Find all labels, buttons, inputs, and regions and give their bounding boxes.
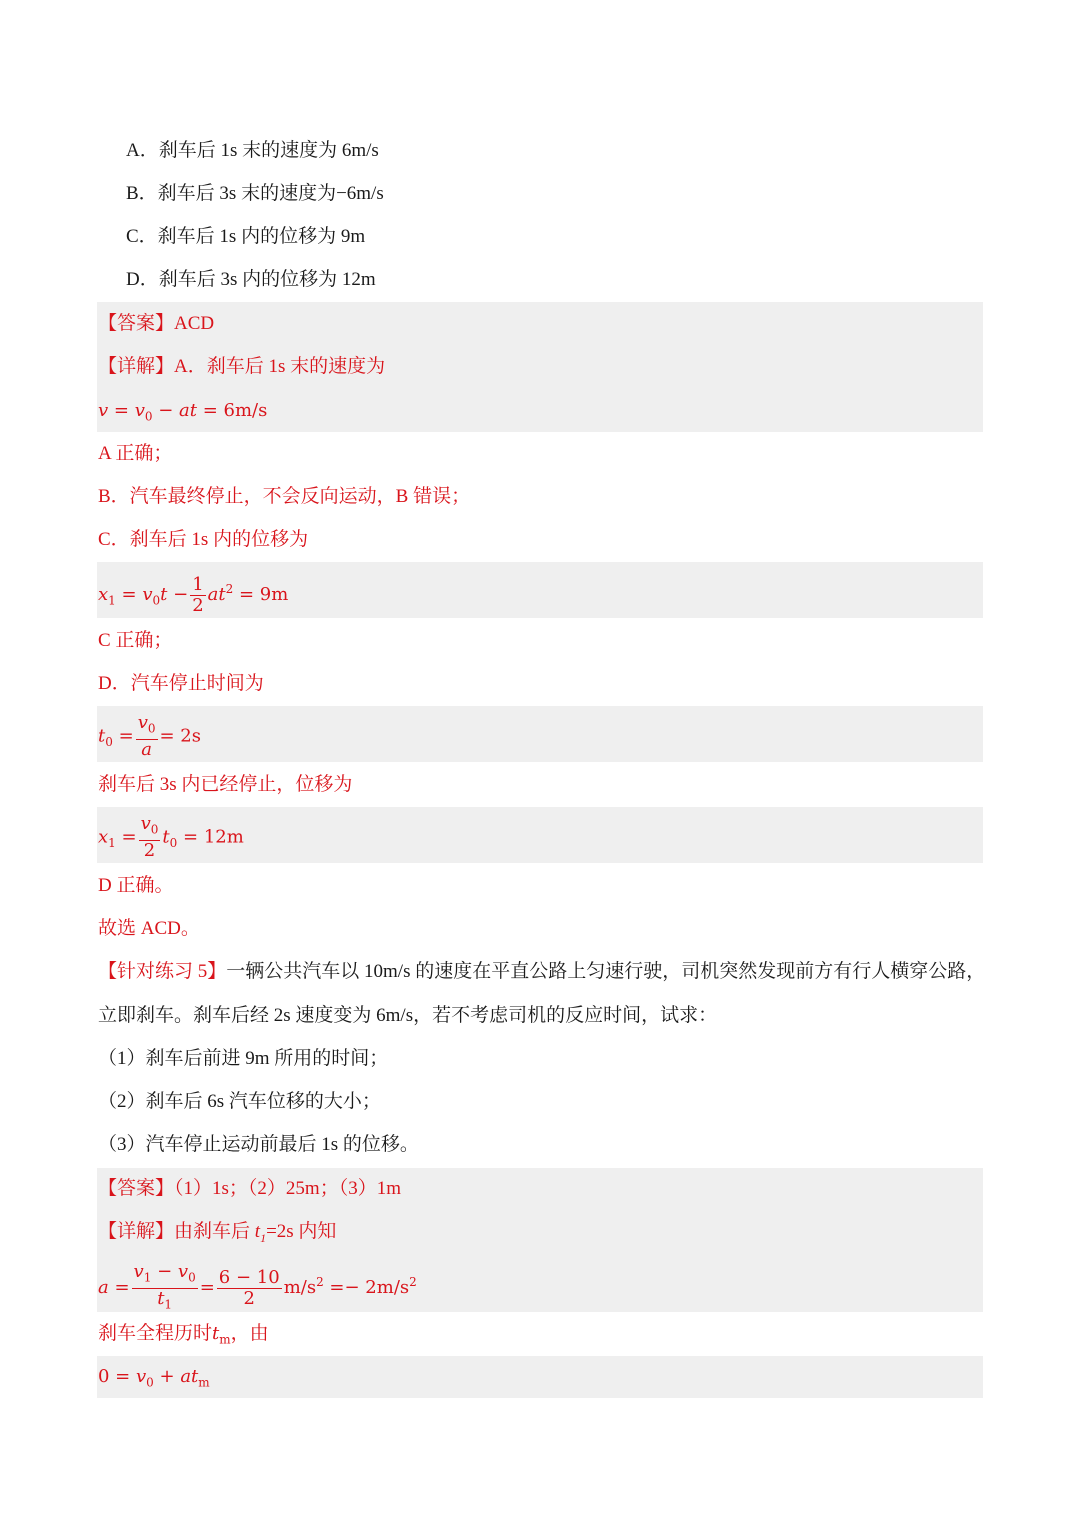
formula-acceleration: a = $\frac{v_1 - v_0}{t_1}$ = $\frac{6 - 10}{2}$ $m/s^2 =- 2m/s^2$ [98, 1261, 417, 1312]
practice-5-total-time-b: ，由 [230, 1323, 269, 1344]
practice-5-label: 【针对练习 5】 [98, 961, 227, 982]
option-d: D．刹车后 3s 内的位移为 12m [126, 269, 376, 290]
formula-shade-d1 [97, 706, 983, 762]
practice-5-answer-line [98, 1175, 401, 1203]
d-intro: D．汽车停止时间为 [98, 673, 264, 694]
formula-displacement-3s: $x_1$ = $\frac{v_0}{2}$ $t_0 = 12m$ [98, 813, 244, 861]
formula-stop-condition: $0 = v_0 + at_m$ [98, 1366, 210, 1390]
option-b: B．刹车后 3s 末的速度为−6m/s [126, 183, 384, 204]
detail-intro: A．刹车后 1s 末的速度为 [174, 356, 386, 377]
practice-5-detail-line: 【详解】由刹车后 $t_1=2s$ 内知 [98, 1221, 337, 1245]
detail-line [98, 353, 385, 381]
option-c: C．刹车后 1s 内的位移为 9m [126, 226, 366, 247]
practice-5-answer-label: 【答案】 [98, 1178, 175, 1199]
answer-label: 【答案】 [98, 313, 175, 334]
practice-5-stem-1: 一辆公共汽车以 10m/s 的速度在平直公路上匀速行驶，司机突然发现前方有行人横穿公路， [226, 961, 986, 982]
formula-stop-time: $t_0$ = $\frac{v_0}{a}$ = 2s [98, 712, 201, 760]
answer-value: ACD [174, 313, 215, 334]
practice-5-total-time: 刹车全程历时$t_m$，由 [98, 1323, 269, 1347]
c-correct: C 正确； [98, 630, 173, 651]
b-explanation: B．汽车最终停止，不会反向运动，B 错误； [98, 486, 471, 507]
answer-line [98, 310, 214, 338]
practice-5-q3: （3）汽车停止运动前最后 1s 的位移。 [98, 1134, 419, 1155]
a-correct: A 正确； [98, 443, 173, 464]
formula-shade-final [97, 1356, 983, 1398]
formula-velocity: $v = v_0$ − at = 6m/s [98, 400, 268, 424]
practice-5-detail-a: 由刹车后 [174, 1221, 255, 1242]
formula-displacement-1s: $x_1 = v_0t$ − $\frac{1}{2}$ $at^2 = 9m$ [98, 573, 289, 616]
d-correct: D 正确。 [98, 875, 174, 896]
practice-5-total-time-a: 刹车全程历时 [98, 1323, 213, 1344]
practice-5-answer: （1）1s；（2）25m；（3）1m [174, 1178, 401, 1199]
practice-5-detail-b: =2s 内知 [266, 1221, 337, 1242]
practice-5-q1: （1）刹车后前进 9m 所用的时间； [98, 1048, 389, 1069]
practice-5-stem-line2: 立即刹车。刹车后经 2s 速度变为 6m/s，若不考虑司机的反应时间，试求： [98, 1005, 718, 1026]
detail-label: 【详解】 [98, 356, 175, 377]
practice-5-q2: （2）刹车后 6s 汽车位移的大小； [98, 1091, 381, 1112]
option-a: A．刹车后 1s 末的速度为 6m/s [126, 140, 379, 161]
conclusion: 故选 ACD。 [98, 918, 200, 939]
d-mid: 刹车后 3s 内已经停止，位移为 [98, 774, 353, 795]
c-intro: C．刹车后 1s 内的位移为 [98, 529, 309, 550]
practice-5-stem-line1 [98, 958, 985, 986]
practice-5-detail-label: 【详解】 [98, 1221, 175, 1242]
